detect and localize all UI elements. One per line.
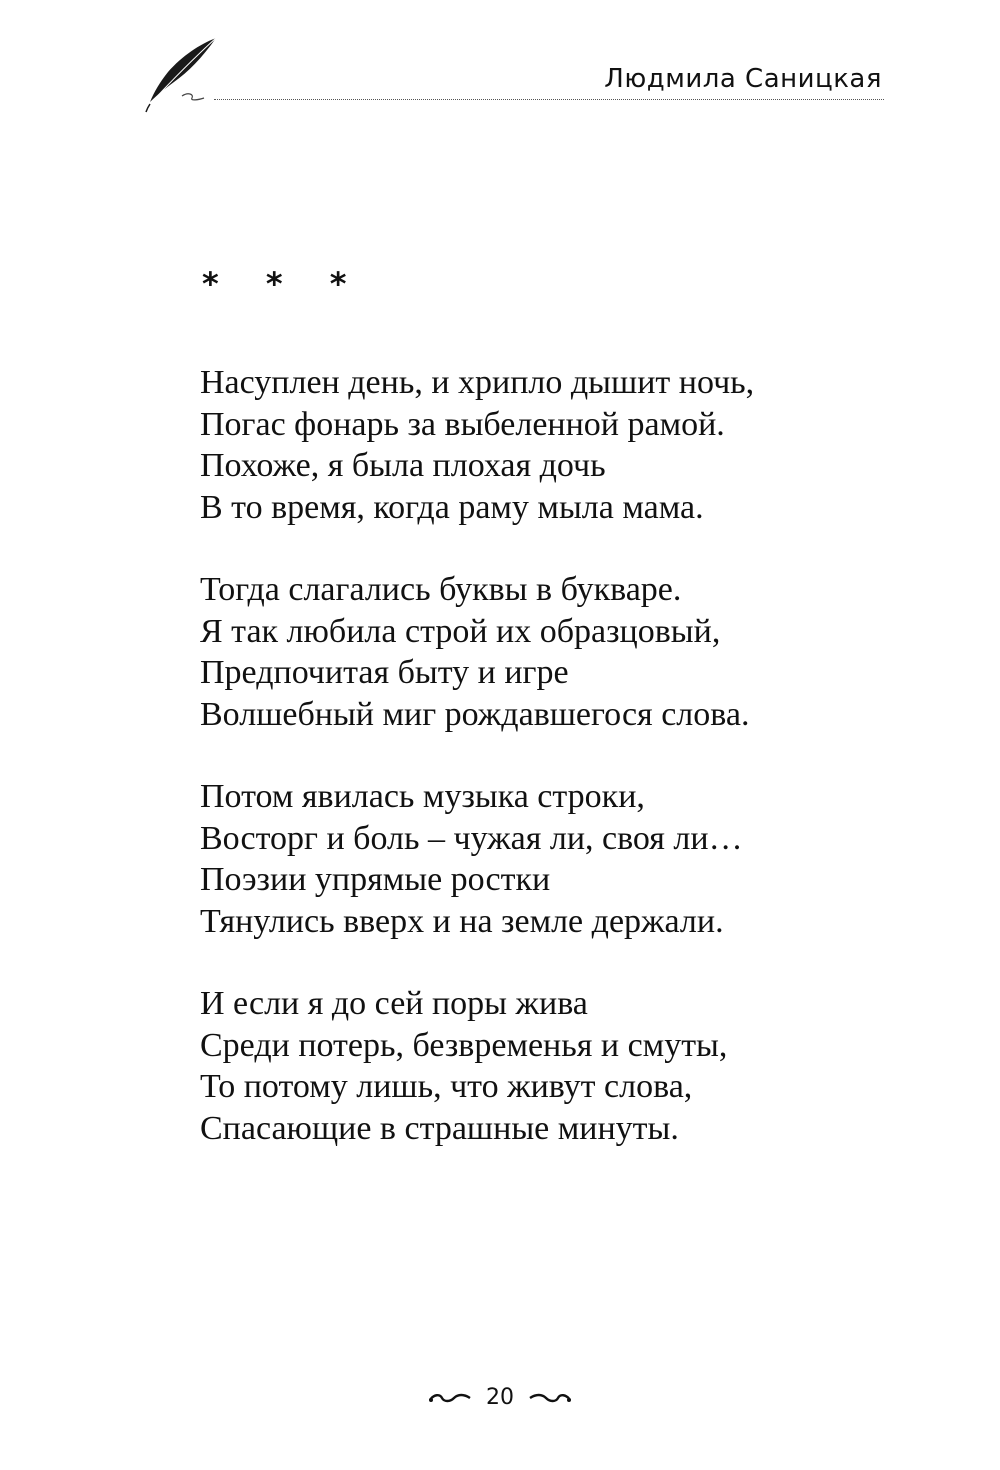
poem-line: Насуплен день, и хрипло дышит ночь, <box>200 364 755 401</box>
poem-line: Спасающие в страшные минуты. <box>200 1109 679 1147</box>
poem-line: Восторг и боль – чужая ли, своя ли… <box>200 819 743 857</box>
poem-line: Волшебный миг рождавшегося слова. <box>200 695 750 733</box>
stanza-2 <box>200 569 900 735</box>
running-header-author: Людмила Саницкая <box>604 64 882 94</box>
poem-line: Среди потерь, безвременья и смуты, <box>200 1026 728 1064</box>
stanza-3 <box>200 776 900 942</box>
poem-line: И если я до сей поры жива <box>200 985 588 1022</box>
right-ornament-icon <box>528 1390 572 1406</box>
poem-line: Тогда слагались буквы в букваре. <box>200 571 682 608</box>
stanza-1 <box>200 362 900 528</box>
poem-line: Предпочитая быту и игре <box>200 654 569 691</box>
page-number: 20 <box>486 1385 514 1410</box>
left-ornament-icon <box>428 1390 472 1406</box>
poem-line: Погас фонарь за выбеленной рамой. <box>200 405 725 443</box>
poem-line: Я так любила строй их образцовый, <box>200 612 721 650</box>
header-dotted-rule <box>214 99 884 100</box>
page-footer <box>0 1385 1000 1410</box>
poem-body <box>200 362 900 1190</box>
stanza-4 <box>200 983 900 1149</box>
section-separator: * * * <box>202 265 365 303</box>
poem-line: В то время, когда раму мыла мама. <box>200 488 704 526</box>
poem-line: Похоже, я была плохая дочь <box>200 447 606 484</box>
feather-quill-icon <box>142 34 222 114</box>
poem-line: Тянулись вверх и на земле держали. <box>200 902 724 940</box>
poem-line: То потому лишь, что живут слова, <box>200 1068 693 1105</box>
poem-line: Поэзии упрямые ростки <box>200 861 551 898</box>
poem-line: Потом явилась музыка строки, <box>200 778 645 815</box>
